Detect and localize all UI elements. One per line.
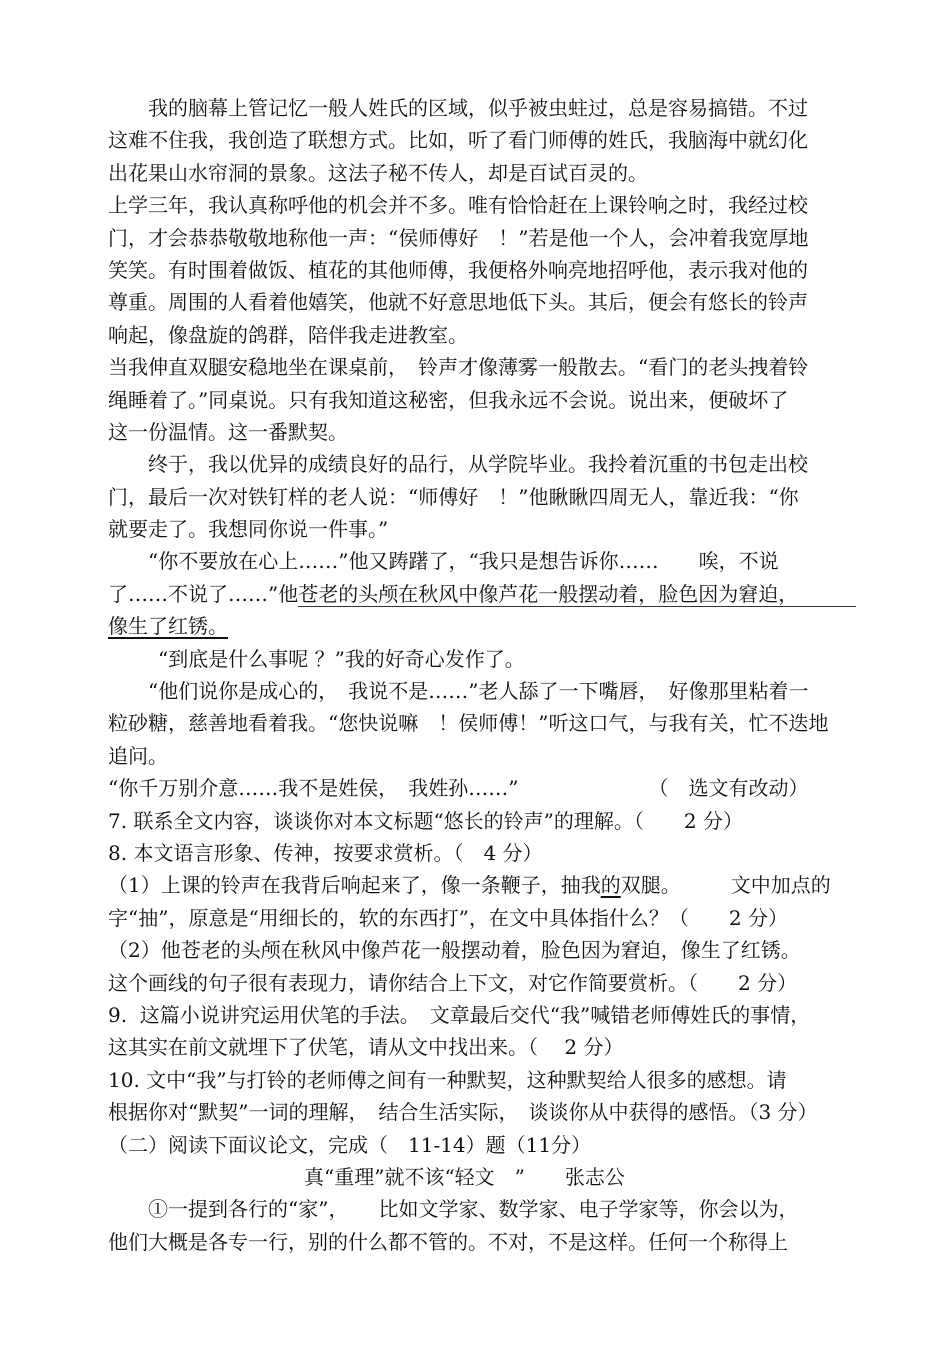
line-text: 终于，我以优异的成绩良好的品行，从学院毕业。我拎着沉重的书包走出校	[148, 452, 808, 477]
text-line	[108, 578, 878, 610]
text-line	[108, 1161, 878, 1193]
text-line	[108, 869, 878, 901]
document-page	[108, 92, 878, 1258]
line-text: “到底是什么事呢 ？”我的好奇心发作了。	[158, 646, 525, 671]
text-line	[108, 643, 878, 675]
line-text: 就要走了。我想同你说一件事。”	[108, 517, 389, 542]
line-text: 他们大概是各专一行，别的什么都不管的。不对，不是这样。任何一个称得上	[108, 1229, 788, 1254]
line-text: 了……不说了……”他	[108, 581, 299, 606]
line-text: 响起，像盘旋的鸽群，陪伴我走进教室。	[108, 322, 468, 347]
text-line	[108, 545, 878, 577]
line-text: 字“抽”，原意是“用细长的，软的东西打”，在文中具体指什么？（ 2 分）	[108, 905, 788, 930]
text-line	[108, 610, 878, 642]
text-line	[108, 254, 878, 286]
line-text: ①一提到各行的“家”， 比如文学家、数学家、电子学家等，你会以为，	[148, 1197, 799, 1222]
underlined-text: 像生了红锈。	[108, 614, 228, 639]
text-line	[108, 448, 878, 480]
line-text: 粒砂糖，慈善地看着我。“您快说嘛 ！侯师傅！”听这口气，与我有关，忙不迭地	[108, 711, 829, 736]
line-text: 当我伸直双腿安稳地坐在课桌前， 铃声才像薄雾一般散去。“看门的老头拽着铃	[108, 355, 809, 380]
line-text: “他们说你是成心的， 我说不是……”老人舔了一下嘴唇， 好像那里粘着一	[148, 679, 809, 704]
line-text: 这个画线的句子很有表现力，请你结合上下文，对它作简要赏析。（ 2 分）	[108, 970, 798, 995]
text-line	[108, 124, 878, 156]
line-text: 这一份温情。这一番默契。	[108, 419, 348, 444]
line-text: 我的脑幕上管记忆一般人姓氏的区域，似乎被虫蛀过，总是容易搞错。不过	[148, 96, 808, 120]
line-text: 门，最后一次对铁钉样的老人说：“师傅好 ！”他瞅瞅四周无人，靠近我：“你	[108, 484, 799, 509]
text-line	[108, 707, 878, 739]
text-line	[108, 740, 878, 772]
text-line	[108, 286, 878, 318]
text-line	[108, 1129, 878, 1161]
line-text: 这难不住我，我创造了联想方式。比如，听了看门师傅的姓氏，我脑海中就幻化	[108, 128, 808, 153]
text-line	[108, 772, 878, 804]
text-line	[108, 837, 878, 869]
text-line	[108, 319, 878, 351]
text-line	[108, 481, 878, 513]
line-text: 这其实在前文就埋下了伏笔，请从文中找出来。（ 2 分）	[108, 1035, 624, 1060]
text-line	[108, 1193, 878, 1225]
text-line	[108, 384, 878, 416]
underlined-text: 的	[600, 873, 621, 898]
line-text: “你不要放在心上……”他又踌躇了，“我只是想告诉你…… 唉，不说	[148, 549, 779, 574]
text-line	[108, 92, 878, 124]
text-line	[108, 675, 878, 707]
line-text: 绳睡着了。”同桌说。只有我知道这秘密，但我永远不会说。说出来，便破坏了	[108, 387, 789, 412]
text-line	[108, 1096, 878, 1128]
text-line	[108, 1031, 878, 1063]
line-text: 8. 本文语言形象、传神，按要求赏析。（ 4 分）	[108, 840, 543, 865]
line-text: （二）阅读下面议论文，完成（ 11-14）题（11分）	[108, 1132, 592, 1157]
text-line	[108, 416, 878, 448]
line-text: 上学三年，我认真称呼他的机会并不多。唯有恰恰赶在上课铃响之时，我经过校	[108, 193, 808, 218]
line-text: 9. 这篇小说讲究运用伏笔的手法。 文章最后交代“我”喊错老师傅姓氏的事情，	[108, 1002, 811, 1027]
line-text: （2）他苍老的头颅在秋风中像芦花一般摆动着，脸色因为窘迫，像生了红锈。	[108, 938, 801, 963]
line-text: 出花果山水帘洞的景象。这法子秘不传人，却是百试百灵的。	[108, 160, 648, 185]
line-text: 7. 联系全文内容，谈谈你对本文标题“悠长的铃声”的理解。（ 2 分）	[108, 808, 743, 833]
text-line	[108, 157, 878, 189]
text-line	[108, 902, 878, 934]
text-line	[108, 999, 878, 1031]
line-text: “你千万别介意……我不是姓侯， 我姓孙……” （ 选文有改动）	[108, 776, 809, 801]
underlined-sentence: 苍老的头颅在秋风中像芦花一般摆动着，脸色因为窘迫，	[298, 582, 856, 607]
text-line	[108, 189, 878, 221]
text-line	[108, 967, 878, 999]
line-text: 根据你对“默契”一词的理解， 结合生活实际， 谈谈你从中获得的感悟。（3 分）	[108, 1100, 818, 1125]
text-line	[108, 1226, 878, 1258]
text-line	[108, 805, 878, 837]
line-text: 尊重。周围的人看着他嬉笑，他就不好意思地低下头。其后，便会有悠长的铃声	[108, 290, 808, 315]
line-text: 真“重理”就不该“轻文 ” 张志公	[304, 1164, 625, 1189]
line-text-after: 双腿。 文中加点的	[620, 873, 831, 898]
line-text: 门，才会恭恭敬敬地称他一声：“侯师傅好 ！”若是他一个人，会冲着我宽厚地	[108, 225, 809, 250]
text-line	[108, 222, 878, 254]
line-text: 10. 文中“我”与打铃的老师傅之间有一种默契，这种默契给人很多的感想。请	[108, 1067, 787, 1092]
text-line	[108, 351, 878, 383]
text-line	[108, 513, 878, 545]
text-line	[108, 1064, 878, 1096]
text-line	[108, 934, 878, 966]
line-text: 追问。	[108, 743, 168, 768]
line-text: （1）上课的铃声在我背后响起来了，像一条鞭子，抽我	[108, 873, 601, 898]
line-text: 笑笑。有时围着做饭、植花的其他师傅，我便格外响亮地招呼他，表示我对他的	[108, 257, 808, 282]
